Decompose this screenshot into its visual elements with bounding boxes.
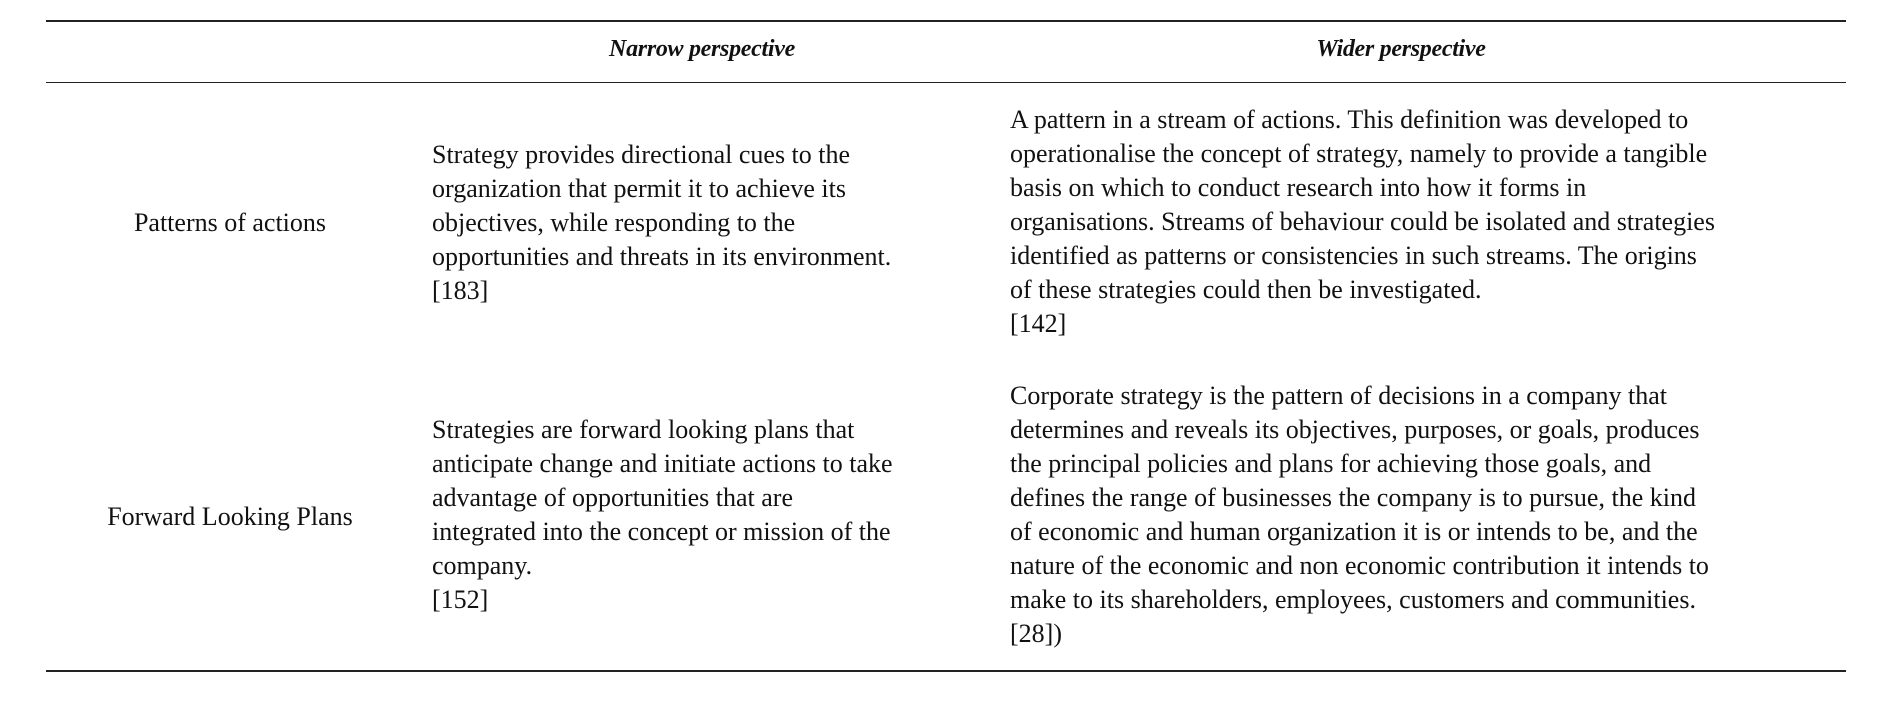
row2-narrow-text: Strategies are forward looking plans that anticipate change and initiate actions to take advantage of opportunities that are integrated into the concept or mission of the company.: [432, 415, 893, 580]
header-narrow-perspective: Narrow perspective: [609, 36, 795, 62]
table-top-rule: [46, 20, 1846, 22]
row1-narrow-text: Strategy provides directional cues to the organization that permit it to achieve its objectives, while responding to the opportunities and threats in its environment.: [432, 140, 892, 271]
row-label-forward-looking-plans: Forward Looking Plans: [107, 502, 353, 531]
row1-wider-reference: [142]: [1010, 309, 1067, 338]
row1-narrow-cell: [432, 138, 972, 308]
row1-wider-cell: [1010, 103, 1810, 341]
header-divider-rule: [46, 82, 1846, 83]
row1-narrow-reference: [183]: [432, 276, 489, 305]
row2-narrow-reference: [152]: [432, 585, 489, 614]
header-wider-perspective: Wider perspective: [1316, 36, 1486, 62]
row2-wider-reference: [28]): [1010, 619, 1062, 648]
table-bottom-rule: [46, 670, 1846, 672]
row2-narrow-cell: [432, 413, 972, 617]
row2-wider-cell: [1010, 379, 1810, 651]
row1-wider-text: A pattern in a stream of actions. This definition was developed to operationalise the concept of strategy, namely to provide a tangible basis on which to conduct research into how it forms in organisations. Streams of behaviour could be isolated and strategies identified as patterns or consistencies in such streams. The origins of these strategies could then be investigated.: [1010, 105, 1715, 304]
row-label-patterns-of-actions: Patterns of actions: [133, 208, 327, 237]
row2-wider-text: Corporate strategy is the pattern of decisions in a company that determines and reveals its objectives, purposes, or goals, produces the principal policies and plans for achieving those goals, and defines the range of businesses the company is to pursue, the kind of economic and human organization it is or intends to be, and the nature of the economic and non economic contribution it intends to make to its shareholders, employees, customers and communities.: [1010, 381, 1709, 614]
